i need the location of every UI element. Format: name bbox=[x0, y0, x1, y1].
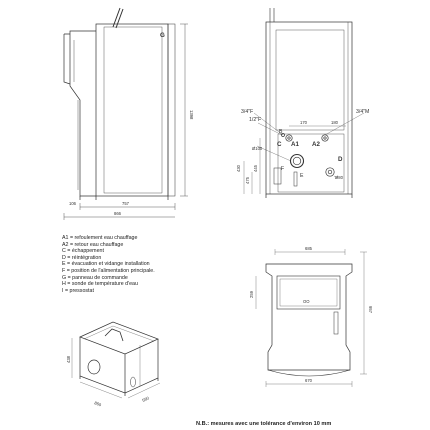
side-view bbox=[64, 8, 194, 220]
panel-label-g: G bbox=[160, 32, 165, 39]
side-body bbox=[96, 24, 168, 196]
dim-iso-depth: 860 bbox=[93, 400, 102, 408]
dim-top-957: 957 bbox=[368, 306, 373, 313]
label-12f: 1/2"F bbox=[249, 117, 262, 123]
top-view bbox=[249, 246, 373, 387]
dim-side-bottom: 106 bbox=[69, 201, 76, 206]
label-phi80: Ø80 bbox=[335, 175, 343, 180]
dim-top-670: 670 bbox=[305, 378, 312, 383]
label-e: E bbox=[300, 173, 304, 179]
dim-iso-height: 438 bbox=[66, 356, 71, 363]
dim-iso-width: 590 bbox=[141, 395, 150, 403]
dim-rear-445: 445 bbox=[253, 165, 258, 172]
dim-top-259: 259 bbox=[249, 291, 254, 298]
label-c: C bbox=[277, 141, 282, 148]
legend-item: A1 = refoulement eau chauffage bbox=[62, 235, 138, 241]
connection-e bbox=[294, 172, 297, 186]
dim-rear-170: 170 bbox=[300, 120, 307, 125]
dim-rear-430: 430 bbox=[236, 165, 241, 172]
tolerance-note: N.B.: mesures avec une tolérance d'environ 10 mm bbox=[196, 421, 332, 427]
label-34m: 3/4"M bbox=[356, 109, 370, 115]
dim-top-685: 685 bbox=[305, 246, 312, 251]
connection-c bbox=[291, 155, 304, 168]
legend-item: D = réintégration bbox=[62, 254, 102, 261]
dim-side-depth-total: 866 bbox=[114, 211, 121, 216]
connection-legend bbox=[62, 235, 155, 294]
connection-d bbox=[326, 168, 334, 176]
label-f: F bbox=[281, 166, 285, 172]
label-34f: 3/4"F bbox=[241, 109, 254, 115]
connection-a2 bbox=[322, 135, 328, 141]
label-a2: A2 bbox=[312, 141, 320, 148]
label-phi100: Ø100 bbox=[252, 146, 263, 151]
dim-rear-180: 180 bbox=[331, 120, 338, 125]
top-badge: OO bbox=[303, 299, 310, 304]
iso-round-opening bbox=[88, 360, 100, 374]
top-body bbox=[266, 264, 352, 370]
dim-side-depth-upper: 757 bbox=[122, 201, 129, 206]
legend-item: H = sonde de température d'eau bbox=[62, 281, 138, 288]
dim-rear-475: 475 bbox=[245, 177, 250, 184]
legend-item: C = échappement bbox=[62, 248, 104, 255]
connection-f bbox=[274, 168, 281, 184]
iso-view bbox=[66, 322, 160, 408]
dim-side-height: 1398 bbox=[189, 110, 194, 120]
label-a1: A1 bbox=[291, 141, 299, 148]
label-b: B bbox=[279, 129, 283, 135]
label-d: D bbox=[338, 156, 343, 163]
legend-item: F = position de l'alimentation principale. bbox=[62, 267, 155, 274]
legend-item: I = pressostat bbox=[62, 287, 94, 294]
rear-view bbox=[236, 8, 369, 198]
legend-item: G = panneau de commande bbox=[62, 274, 128, 281]
legend-item: A2 = retour eau chauffage bbox=[62, 241, 124, 248]
legend-item: E = évacuation et vidange installation bbox=[62, 261, 150, 268]
